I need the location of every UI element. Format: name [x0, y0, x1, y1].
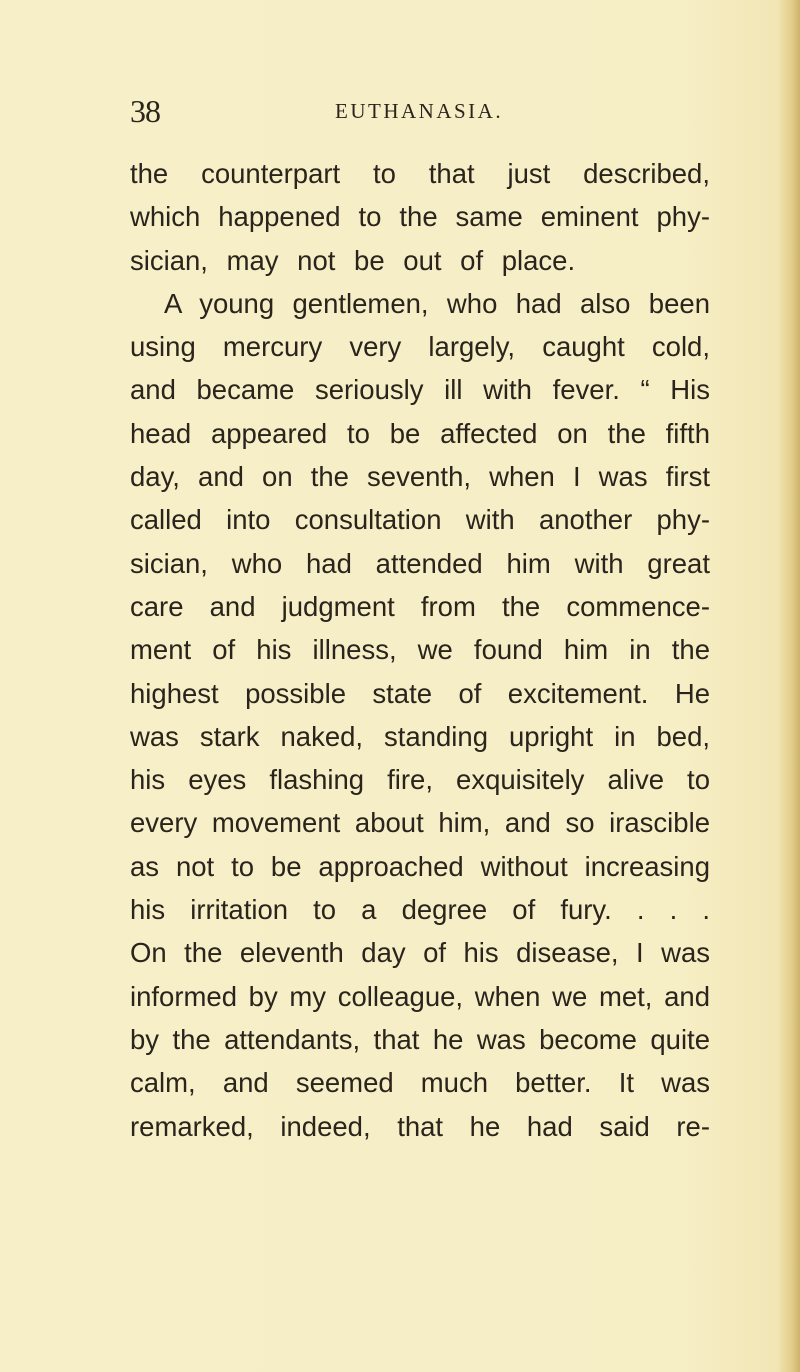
text-line: informed by my colleague, when we met, and: [130, 980, 710, 1012]
text-line: A young gentlemen, who had also been: [164, 287, 710, 319]
text-line: called into consultation with another phy-: [130, 504, 710, 536]
text-line: as not to be approached without increasing: [130, 850, 710, 882]
text-line: by the attendants, that he was become quite: [130, 1023, 710, 1055]
page-number: 38: [130, 93, 160, 129]
text-line: the counterpart to that just described,: [130, 158, 710, 189]
text-line: every movement about him, and so irascible: [130, 807, 710, 839]
text-line: highest possible state of excitement. He: [130, 677, 710, 709]
text-line: using mercury very largely, caught cold,: [130, 331, 710, 363]
page-header: [130, 88, 690, 134]
text-line: calm, and seemed much better. It was: [130, 1067, 710, 1099]
text-line: ment of his illness, we found him in the: [130, 634, 710, 666]
text-line: On the eleventh day of his disease, I was: [130, 937, 710, 969]
text-line: sician, who had attended him with great: [130, 547, 710, 579]
text-line: head appeared to be affected on the fifth: [130, 417, 710, 449]
running-title: EUTHANASIA.: [335, 99, 504, 123]
text-line: care and judgment from the commence-: [130, 590, 710, 622]
body-text: [130, 152, 710, 1148]
text-line: and became seriously ill with fever. “ His: [130, 374, 710, 406]
text-line: his eyes flashing fire, exquisitely alive to: [130, 764, 710, 796]
text-line: his irritation to a degree of fury. . . .: [130, 894, 710, 926]
text-line: remarked, indeed, that he had said re-: [130, 1110, 710, 1142]
text-line: day, and on the seventh, when I was first: [130, 461, 710, 493]
text-line: sician, may not be out of place.: [130, 244, 576, 276]
page-edge-shadow: [778, 0, 800, 1372]
text-line: was stark naked, standing upright in bed,: [130, 720, 710, 752]
text-line: which happened to the same eminent phy-: [130, 201, 710, 233]
